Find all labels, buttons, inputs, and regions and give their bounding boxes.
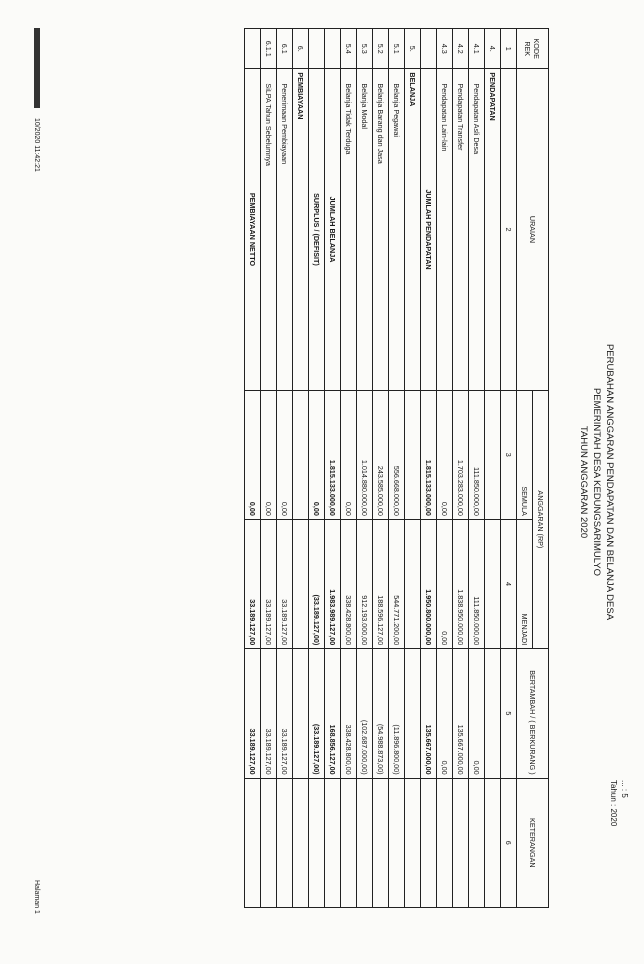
col-semula: SEMULA xyxy=(517,390,533,519)
row-kode: 5.4 xyxy=(341,29,357,69)
row-menjadi: 111.850.000,00 xyxy=(469,519,485,648)
row-uraian: JUMLAH PENDAPATAN xyxy=(421,69,437,390)
row-menjadi: 33.189.127,00 xyxy=(277,519,293,648)
row-kode: 4.3 xyxy=(437,29,453,69)
row-kode: 5.2 xyxy=(373,29,389,69)
row-semula: 0,00 xyxy=(341,390,357,519)
table-row xyxy=(453,29,469,908)
title-line-3: TAHUN ANGGARAN 2020 xyxy=(578,425,589,539)
row-semula xyxy=(293,390,309,519)
table-row xyxy=(293,29,309,908)
row-bertambah xyxy=(405,649,421,778)
row-semula: 1.703.283.000,00 xyxy=(453,390,469,519)
row-keterangan xyxy=(341,778,357,907)
row-uraian: PENDAPATAN xyxy=(485,69,501,390)
table-body xyxy=(245,29,501,908)
row-kode: 4.1 xyxy=(469,29,485,69)
row-uraian: PEMBIAYAAN xyxy=(293,69,309,390)
row-keterangan xyxy=(469,778,485,907)
row-semula: 0,00 xyxy=(277,390,293,519)
row-bertambah xyxy=(293,649,309,778)
row-bertambah: (11.896.800,00) xyxy=(389,649,405,778)
printer-stamp xyxy=(34,28,40,108)
col-num-2: 2 xyxy=(501,69,517,390)
row-menjadi: 1.950.800.000,00 xyxy=(421,519,437,648)
row-kode xyxy=(309,29,325,69)
row-menjadi: 0,00 xyxy=(437,519,453,648)
col-num-4: 4 xyxy=(501,519,517,648)
row-bertambah: 168.856.127,00 xyxy=(325,649,341,778)
row-bertambah: 0,00 xyxy=(469,649,485,778)
col-bertambah: BERTAMBAH / ( BERKURANG ) xyxy=(517,649,549,778)
row-semula: 111.850.000,00 xyxy=(469,390,485,519)
table-row xyxy=(421,29,437,908)
row-semula: 0,00 xyxy=(245,390,261,519)
page-number: Halaman 1 xyxy=(33,880,40,914)
row-bertambah: (33.189.127,00) xyxy=(309,649,325,778)
col-num-3: 3 xyxy=(501,390,517,519)
row-menjadi xyxy=(405,519,421,648)
row-bertambah: 33.189.127,00 xyxy=(261,649,277,778)
print-footer xyxy=(33,28,40,172)
row-keterangan xyxy=(357,778,373,907)
row-kode xyxy=(421,29,437,69)
table-row xyxy=(405,29,421,908)
table-row xyxy=(373,29,389,908)
row-kode xyxy=(245,29,261,69)
row-semula xyxy=(405,390,421,519)
col-keterangan: KETERANGAN xyxy=(517,778,549,907)
row-uraian: Penerimaan Pembiayaan xyxy=(277,69,293,390)
print-timestamp: 10/2020 11:42:21 xyxy=(33,117,40,172)
title-line-1: PERUBAHAN ANGGARAN PENDAPATAN DAN BELANJA DESA xyxy=(604,343,615,621)
row-menjadi xyxy=(485,519,501,648)
row-uraian: Belanja Barang dan Jasa xyxy=(373,69,389,390)
row-kode: 5. xyxy=(405,29,421,69)
budget-table xyxy=(244,28,549,908)
table-row xyxy=(245,29,261,908)
row-bertambah xyxy=(485,649,501,778)
row-menjadi: 33.189.127,00 xyxy=(261,519,277,648)
row-keterangan xyxy=(485,778,501,907)
row-uraian: Pendapatan Asli Desa xyxy=(469,69,485,390)
corner-line-1: ... : 5 xyxy=(620,780,629,798)
table-row xyxy=(341,29,357,908)
row-semula: 556.668.000,00 xyxy=(389,390,405,519)
row-kode: 5.3 xyxy=(357,29,373,69)
title-line-2: PEMERINTAH DESA KEDUNGSARIMULYO xyxy=(591,387,602,577)
col-kode: KODE REK xyxy=(517,29,549,69)
row-semula: 0,00 xyxy=(309,390,325,519)
row-menjadi: (33.189.127,00) xyxy=(309,519,325,648)
row-keterangan xyxy=(405,778,421,907)
row-menjadi: 1.838.950.000,00 xyxy=(453,519,469,648)
table-row xyxy=(485,29,501,908)
row-kode: 6.1.1 xyxy=(261,29,277,69)
row-menjadi xyxy=(293,519,309,648)
row-uraian: SURPLUS / (DEFISIT) xyxy=(309,69,325,390)
row-semula xyxy=(485,390,501,519)
row-keterangan xyxy=(373,778,389,907)
row-uraian: PEMBIAYAAN NETTO xyxy=(245,69,261,390)
row-bertambah: (54.988.873,00) xyxy=(373,649,389,778)
row-semula: 1.014.880.000,00 xyxy=(357,390,373,519)
row-kode: 6. xyxy=(293,29,309,69)
row-uraian: JUMLAH BELANJA xyxy=(325,69,341,390)
row-keterangan xyxy=(437,778,453,907)
row-kode: 5.1 xyxy=(389,29,405,69)
row-uraian: SiLPA Tahun Sebelumnya xyxy=(261,69,277,390)
row-uraian: Belanja Pegawai xyxy=(389,69,405,390)
row-kode: 6.1 xyxy=(277,29,293,69)
row-semula: 1.815.133.000,00 xyxy=(325,390,341,519)
row-bertambah: 135.667.000,00 xyxy=(453,649,469,778)
col-num-1: 1 xyxy=(501,29,517,69)
row-uraian: Belanja Modal xyxy=(357,69,373,390)
row-keterangan xyxy=(389,778,405,907)
col-menjadi: MENJADI xyxy=(517,519,533,648)
row-uraian: Belanja Tidak Terduga xyxy=(341,69,357,390)
row-semula: 0,00 xyxy=(261,390,277,519)
row-bertambah: 338.428.800,00 xyxy=(341,649,357,778)
table-row xyxy=(357,29,373,908)
table-row xyxy=(261,29,277,908)
row-uraian: Pendapatan Transfer xyxy=(453,69,469,390)
col-num-5: 5 xyxy=(501,649,517,778)
row-menjadi: 1.983.989.127,00 xyxy=(325,519,341,648)
row-kode: 4. xyxy=(485,29,501,69)
row-bertambah: 33.189.127,00 xyxy=(245,649,261,778)
table-row xyxy=(277,29,293,908)
row-keterangan xyxy=(309,778,325,907)
row-uraian: Pendapatan Lain-lain xyxy=(437,69,453,390)
row-kode: 4.2 xyxy=(453,29,469,69)
row-menjadi: 544.771.200,00 xyxy=(389,519,405,648)
row-kode xyxy=(325,29,341,69)
table-row xyxy=(469,29,485,908)
table-row xyxy=(437,29,453,908)
corner-line-2: Tahun : 2020 xyxy=(609,780,618,827)
row-menjadi: 33.189.127,00 xyxy=(245,519,261,648)
row-uraian: BELANJA xyxy=(405,69,421,390)
row-menjadi: 912.193.000,00 xyxy=(357,519,373,648)
row-keterangan xyxy=(245,778,261,907)
row-semula: 243.585.000,00 xyxy=(373,390,389,519)
col-anggaran: ANGGARAN (RP) xyxy=(533,390,549,649)
table-row xyxy=(389,29,405,908)
row-keterangan xyxy=(325,778,341,907)
col-num-6: 6 xyxy=(501,778,517,907)
row-keterangan xyxy=(421,778,437,907)
row-semula: 1.815.133.000,00 xyxy=(421,390,437,519)
row-keterangan xyxy=(293,778,309,907)
col-uraian: URAIAN xyxy=(517,69,549,390)
row-bertambah: 33.189.127,00 xyxy=(277,649,293,778)
row-bertambah: (102.687.000,00) xyxy=(357,649,373,778)
row-bertambah: 0,00 xyxy=(437,649,453,778)
row-menjadi: 188.596.127,00 xyxy=(373,519,389,648)
table-row xyxy=(325,29,341,908)
table-row xyxy=(309,29,325,908)
row-keterangan xyxy=(453,778,469,907)
row-menjadi: 338.428.800,00 xyxy=(341,519,357,648)
row-bertambah: 135.667.000,00 xyxy=(421,649,437,778)
row-keterangan xyxy=(261,778,277,907)
row-keterangan xyxy=(277,778,293,907)
row-semula: 0,00 xyxy=(437,390,453,519)
document-title xyxy=(577,0,616,964)
